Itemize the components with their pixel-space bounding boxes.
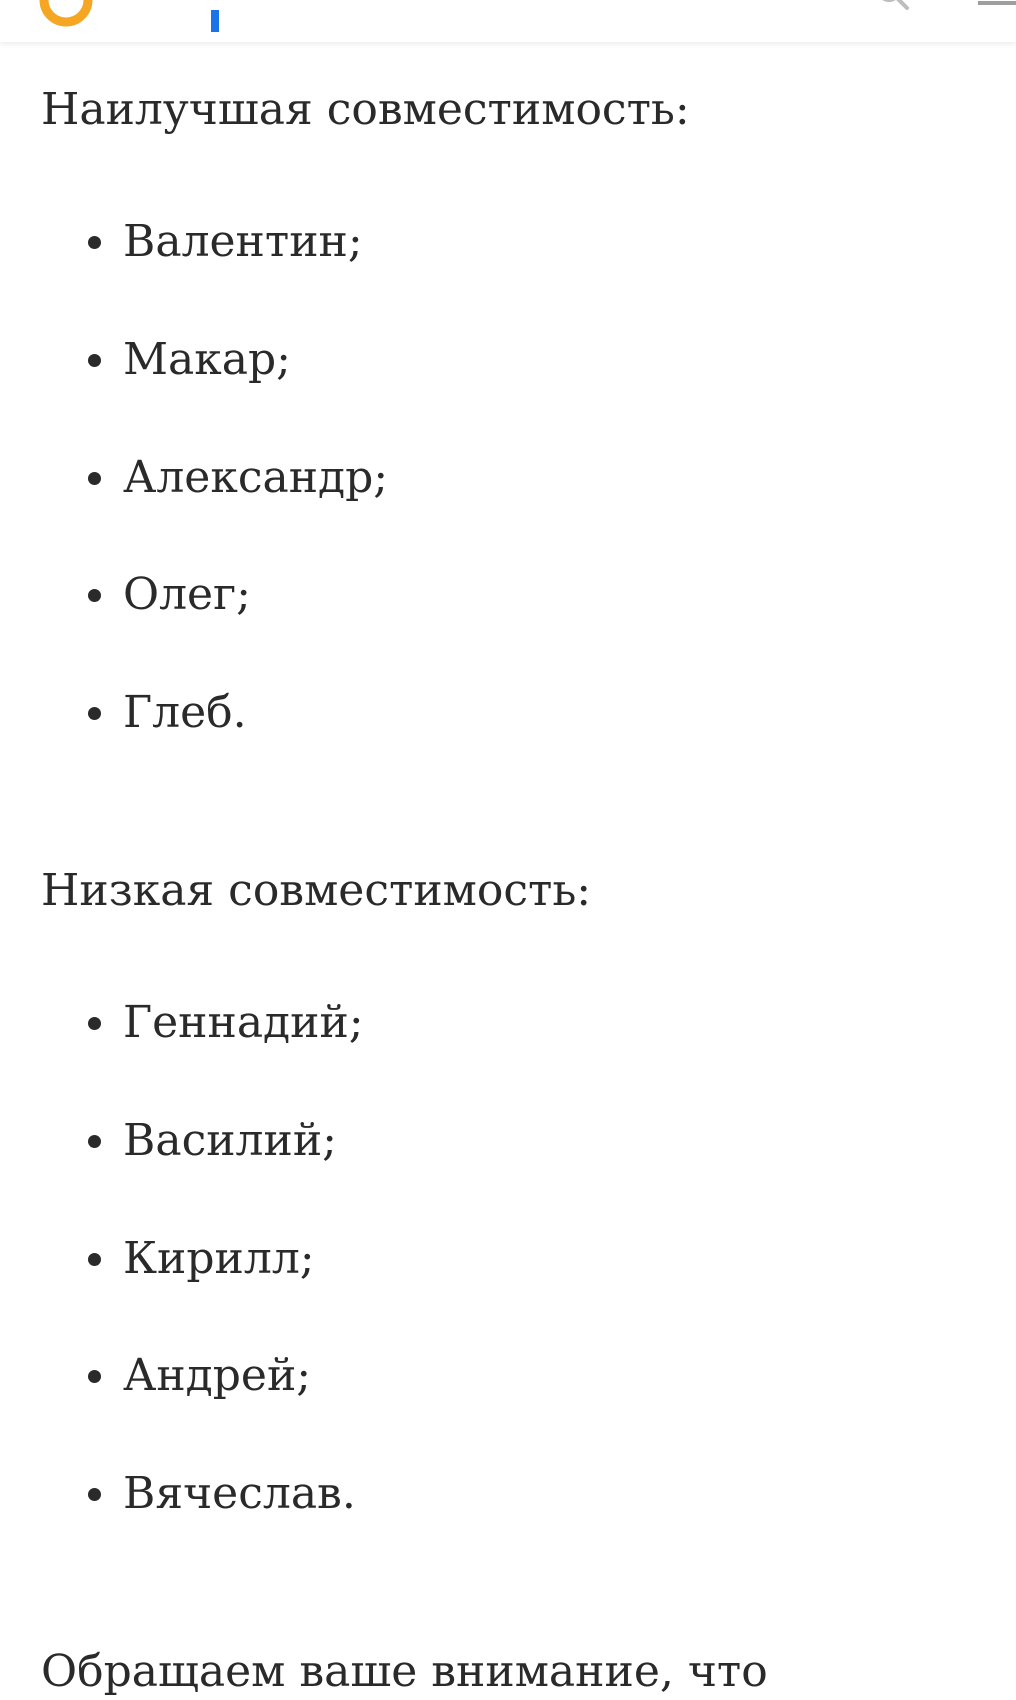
list-item-text: Александр; (123, 452, 389, 503)
paragraph-text: Обращаем ваше внимание, что (41, 1646, 768, 1697)
search-icon[interactable] (875, 0, 911, 12)
list-item (0, 332, 1016, 388)
bullet-icon (88, 707, 101, 720)
list-item (0, 995, 1016, 1051)
bullet-icon (88, 1488, 101, 1501)
bullet-icon (88, 472, 101, 485)
bullet-icon (88, 354, 101, 367)
bullet-icon (88, 1370, 101, 1383)
list-item (0, 1348, 1016, 1404)
list-item-text: Валентин; (123, 216, 363, 267)
list-item (0, 1113, 1016, 1169)
list-item-text: Василий; (123, 1115, 337, 1166)
list-item-text: Кирилл; (123, 1233, 315, 1284)
list-item-text: Глеб. (123, 687, 247, 738)
list-item (0, 1466, 1016, 1522)
section-heading-low: Низкая совместимость: (41, 865, 592, 916)
list-item-text: Геннадий; (123, 997, 364, 1048)
list-item-text: Олег; (123, 569, 251, 620)
list-item (0, 450, 1016, 506)
list-item-text: Макар; (123, 334, 292, 385)
list-item (0, 567, 1016, 623)
list-item-text: Андрей; (123, 1350, 312, 1401)
site-header (0, 0, 1016, 42)
bullet-icon (88, 1135, 101, 1148)
list-item (0, 214, 1016, 270)
list-item (0, 1231, 1016, 1287)
menu-icon[interactable] (974, 0, 1016, 8)
bullet-icon (88, 236, 101, 249)
section-heading-best: Наилучшая совместимость: (41, 84, 690, 135)
list-item-text: Вячеслав. (123, 1468, 356, 1519)
list-item (0, 685, 1016, 741)
bullet-icon (88, 1017, 101, 1030)
site-logo[interactable] (36, 0, 266, 42)
bullet-icon (88, 589, 101, 602)
bullet-icon (88, 1253, 101, 1266)
